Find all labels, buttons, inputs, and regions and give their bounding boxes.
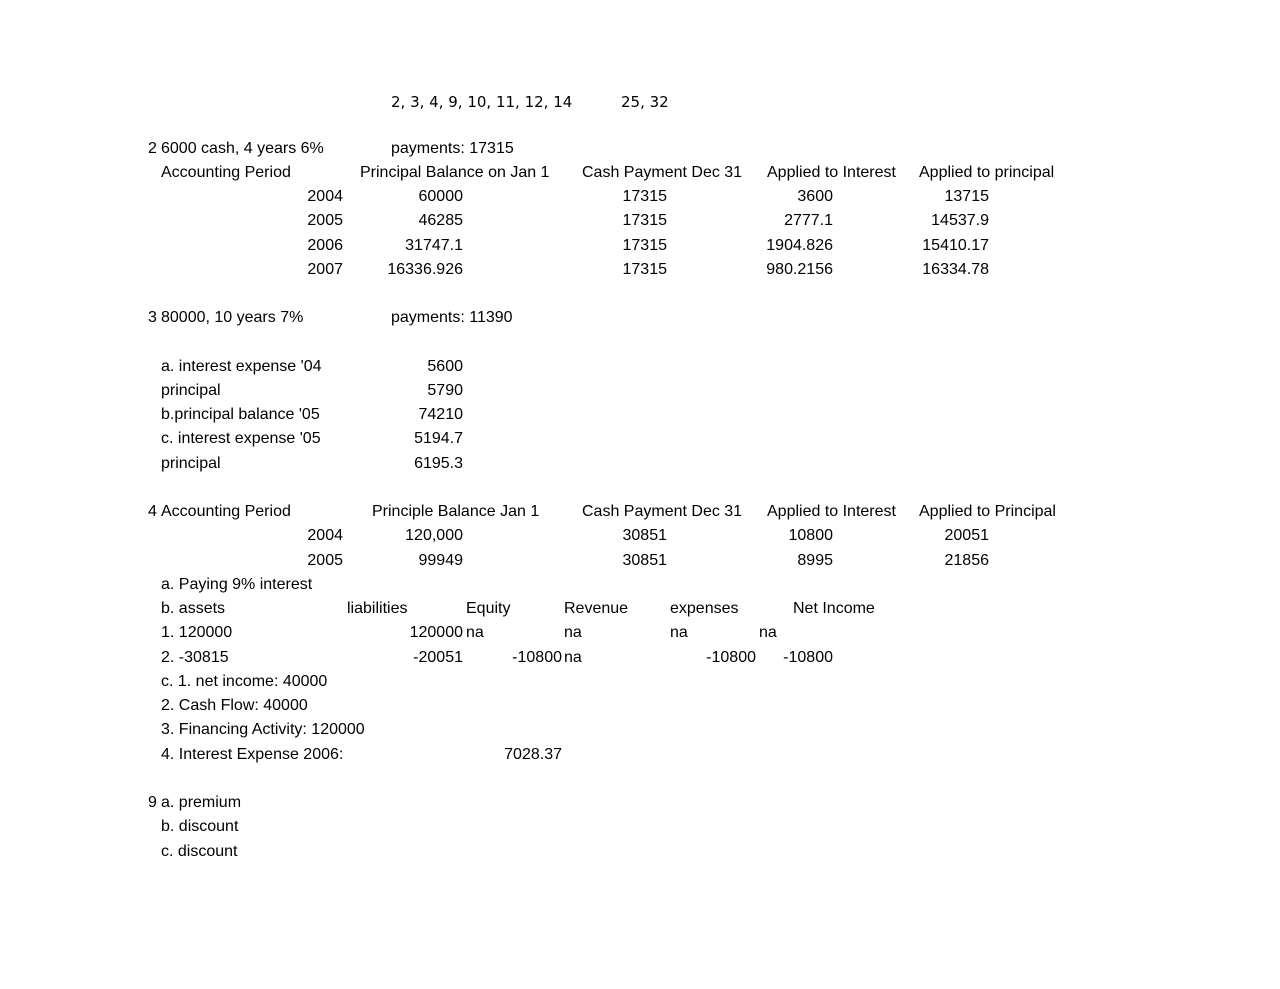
p4-row2-principal: 21856	[944, 552, 989, 569]
p4-b-row1-liabilities: 120000	[409, 624, 463, 641]
p4-row2-interest: 8995	[797, 552, 833, 569]
p9-number: 9	[148, 794, 157, 811]
p4-part-c1: c. 1. net income: 40000	[161, 673, 328, 690]
p2-header-cash-payment: Cash Payment Dec 31	[582, 164, 743, 181]
p4-number: 4	[148, 503, 157, 520]
p4-b-header-assets: b. assets	[161, 600, 226, 617]
p4-b-row1-net-income: na	[759, 624, 777, 641]
problems-list-right: 25, 32	[621, 93, 669, 111]
p3-item5-label: principal	[161, 455, 221, 472]
p4-header-principal: Applied to Principal	[919, 503, 1056, 520]
p2-row2-year: 2005	[307, 212, 343, 229]
p2-row1-interest: 3600	[797, 188, 833, 205]
p4-b-row2-net-income: -10800	[783, 649, 833, 666]
p4-part-c4-value: 7028.37	[504, 746, 562, 763]
p4-row2-cash: 30851	[622, 552, 667, 569]
p4-part-c4-label: 4. Interest Expense 2006:	[161, 746, 344, 763]
p2-description: 6000 cash, 4 years 6%	[161, 140, 324, 157]
p4-part-c3: 3. Financing Activity: 120000	[161, 721, 365, 738]
p9-item-c: c. discount	[161, 843, 238, 860]
p2-row4-balance: 16336.926	[387, 261, 463, 278]
p3-item1-value: 5600	[427, 358, 463, 375]
p4-header-cash-payment: Cash Payment Dec 31	[582, 503, 743, 520]
p4-row2-balance: 99949	[418, 552, 463, 569]
p3-item3-value: 74210	[418, 406, 463, 423]
p4-row2-year: 2005	[307, 552, 343, 569]
p3-item5-value: 6195.3	[414, 455, 463, 472]
p2-row2-cash: 17315	[622, 212, 667, 229]
p4-b-header-expenses: expenses	[670, 600, 739, 617]
p4-row1-year: 2004	[307, 527, 343, 544]
p2-row1-balance: 60000	[418, 188, 463, 205]
p2-number: 2	[148, 140, 157, 157]
p2-row3-interest: 1904.826	[766, 237, 833, 254]
p4-row1-balance: 120,000	[405, 527, 463, 544]
p4-header-interest: Applied to Interest	[767, 503, 896, 520]
p4-b-row1-assets: 1. 120000	[161, 624, 233, 641]
p2-row4-principal: 16334.78	[922, 261, 989, 278]
p2-row4-year: 2007	[307, 261, 343, 278]
p2-row2-balance: 46285	[418, 212, 463, 229]
p4-b-row1-expenses: na	[670, 624, 688, 641]
p4-b-row2-equity: -10800	[512, 649, 562, 666]
p2-row1-principal: 13715	[944, 188, 989, 205]
p2-row3-balance: 31747.1	[405, 237, 463, 254]
p4-b-row2-expenses: -10800	[706, 649, 756, 666]
p2-row2-interest: 2777.1	[784, 212, 833, 229]
p4-part-c2: 2. Cash Flow: 40000	[161, 697, 308, 714]
p4-b-row2-assets: 2. -30815	[161, 649, 229, 666]
p3-item2-label: principal	[161, 382, 221, 399]
p2-row2-principal: 14537.9	[931, 212, 989, 229]
p3-item2-value: 5790	[427, 382, 463, 399]
p9-item-b: b. discount	[161, 818, 239, 835]
problems-list-left: 2, 3, 4, 9, 10, 11, 12, 14	[391, 93, 573, 111]
p2-row3-year: 2006	[307, 237, 343, 254]
p3-description: 80000, 10 years 7%	[161, 309, 304, 326]
p2-row1-cash: 17315	[622, 188, 667, 205]
p2-header-principal-balance: Principal Balance on Jan 1	[360, 164, 550, 181]
p4-b-header-liabilities: liabilities	[347, 600, 408, 617]
p4-b-row2-liabilities: -20051	[413, 649, 463, 666]
p2-header-principal: Applied to principal	[919, 164, 1055, 181]
p2-row3-principal: 15410.17	[922, 237, 989, 254]
p2-row3-cash: 17315	[622, 237, 667, 254]
p3-payments: payments: 11390	[391, 309, 513, 326]
p2-row4-cash: 17315	[622, 261, 667, 278]
p2-payments: payments: 17315	[391, 140, 514, 157]
p4-header-period: Accounting Period	[161, 503, 291, 520]
p3-item4-label: c. interest expense '05	[161, 430, 321, 447]
p3-item1-label: a. interest expense '04	[161, 358, 322, 375]
p4-row1-principal: 20051	[944, 527, 989, 544]
p4-b-header-revenue: Revenue	[564, 600, 629, 617]
p4-row1-cash: 30851	[622, 527, 667, 544]
p4-part-a: a. Paying 9% interest	[161, 576, 313, 593]
p4-b-row1-revenue: na	[564, 624, 582, 641]
p2-row4-interest: 980.2156	[766, 261, 833, 278]
p2-header-period: Accounting Period	[161, 164, 291, 181]
p4-b-row1-equity: na	[466, 624, 484, 641]
p4-b-header-net-income: Net Income	[793, 600, 875, 617]
p4-header-principle-balance: Principle Balance Jan 1	[372, 503, 540, 520]
p2-row1-year: 2004	[307, 188, 343, 205]
p4-row1-interest: 10800	[788, 527, 833, 544]
p3-item4-value: 5194.7	[414, 430, 463, 447]
p4-b-header-equity: Equity	[466, 600, 511, 617]
p2-header-interest: Applied to Interest	[767, 164, 896, 181]
p4-b-row2-revenue: na	[564, 649, 582, 666]
p3-number: 3	[148, 309, 157, 326]
p3-item3-label: b.principal balance '05	[161, 406, 320, 423]
p9-item-a: a. premium	[161, 794, 242, 811]
